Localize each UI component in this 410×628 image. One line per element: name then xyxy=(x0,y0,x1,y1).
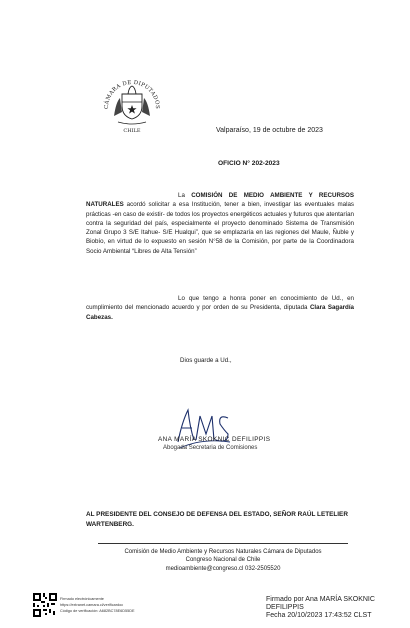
oficio-number: OFICIO N° 202-2023 xyxy=(218,160,280,167)
esign-line-2: DEFILIPPIS xyxy=(266,604,304,612)
verification-line-1: Firmado electrónicamente xyxy=(60,597,104,601)
seal-arc-text: CÁMARA DE DIPUTADOS xyxy=(103,79,161,110)
addressee: AL PRESIDENTE DEL CONSEJO DE DEFENSA DEL ESTADO, SEÑOR RAÚL LETELIER WARTENBERG. xyxy=(86,511,348,528)
verification-url[interactable]: https://extranet.camara.cl/verificardoc xyxy=(60,603,124,607)
svg-text:CÁMARA DE DIPUTADOS xyxy=(103,80,160,109)
camara-seal xyxy=(96,72,168,134)
electronic-signature-stamp xyxy=(266,596,375,621)
seal-emblem xyxy=(96,72,168,134)
footer-line-3: medioambiente@congreso.cl 032-2505520 xyxy=(165,565,281,572)
p1-body: acordó solicitar a esa Institución, tener a bien, investigar las eventuales malas prácticas -en caso de existir- de todos los proyectos energéticos actuales y futuros que atentarían contra la seguridad del país, especialmente el proyecto denominado Sistema de Transmisión Zonal Grupo 3 S/E Itahue- S/E Hualqui”, que se emplazaría en las regiones del Maule, Ñuble y Biobío, en virtud de lo expuesto en sesión N°58 de la Comisión, por parte de la Coordinadora Socio Ambiental “Libres de Alta Tensión” xyxy=(86,201,354,255)
footer-line-1: Comisión de Medio Ambiente y Recursos Naturales Cámara de Diputados xyxy=(124,549,322,555)
greeting: Dios guarde a Ud., xyxy=(180,357,232,364)
esign-line-3: Fecha 20/10/2023 17:43:52 CLST xyxy=(266,612,372,620)
signatory-title: Abogada Secretaria de Comisiones xyxy=(163,445,258,451)
verification-info xyxy=(60,596,135,614)
signatory-name: ANA MARÍA SKOKNIC DEFILIPPIS xyxy=(158,436,271,443)
verification-code: Código de verificación: A682BC78E6D55DE xyxy=(60,609,135,613)
seal-country-text: CHILE xyxy=(123,128,141,134)
verification-qr-code xyxy=(33,593,57,617)
footer-contact xyxy=(98,548,348,573)
paragraph-request xyxy=(86,191,354,256)
footer-divider xyxy=(98,543,348,544)
president-name: Clara Sagardía Cabezas. xyxy=(86,304,354,321)
p2-body: Lo que tengo a honra poner en conocimiento de Ud., en cumplimiento del mencionado acuerdo y por orden de su Presidenta, diputada xyxy=(86,295,354,312)
commission-name: COMISIÓN DE MEDIO AMBIENTE Y RECURSOS NATURALES xyxy=(86,192,354,209)
footer-line-2: Congreso Nacional de Chile xyxy=(185,557,261,564)
paragraph-closing xyxy=(86,294,354,322)
p1-intro: La xyxy=(178,192,192,199)
letter-date: Valparaíso, 19 de octubre de 2023 xyxy=(216,127,323,134)
esign-line-1: Firmado por Ana MARÍA SKOKNIC xyxy=(266,596,375,603)
